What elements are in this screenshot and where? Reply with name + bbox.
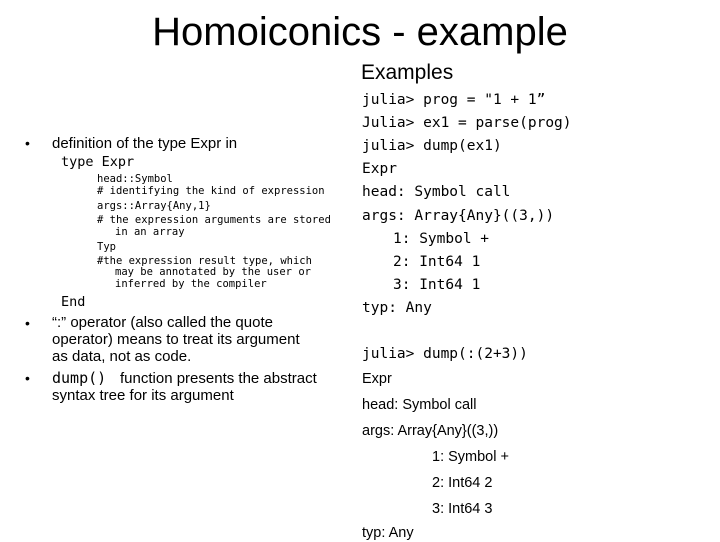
code-line: 2: Int64 1 xyxy=(393,254,481,270)
code-line: 1: Symbol + xyxy=(432,449,509,465)
code-comment: in an array xyxy=(115,226,185,238)
bullet-text-line: operator) means to treat its argument xyxy=(52,331,300,348)
code-line: head::Symbol xyxy=(97,173,173,185)
bullet-text-line: function presents the abstract xyxy=(120,370,317,387)
bullet-text-line: syntax tree for its argument xyxy=(52,387,234,404)
inline-code: dump() xyxy=(52,369,107,387)
code-line: Expr xyxy=(362,161,397,177)
code-line: head: Symbol call xyxy=(362,184,511,200)
code-line: julia> prog = "1 + 1” xyxy=(362,92,546,108)
slide-title: Homoiconics - example xyxy=(152,10,568,54)
bullet-marker: • xyxy=(25,315,30,331)
code-line: julia> dump(ex1) xyxy=(362,138,502,154)
bullet-marker: • xyxy=(25,370,30,386)
code-line: 2: Int64 2 xyxy=(432,475,493,491)
code-line: args: Array{Any}((3,)) xyxy=(362,423,499,439)
code-line: typ: Any xyxy=(362,525,414,541)
code-line: args::Array{Any,1} xyxy=(97,200,211,212)
code-comment: # identifying the kind of expression xyxy=(97,185,325,197)
code-comment: inferred by the compiler xyxy=(115,278,267,290)
bullet-text-line: “:” operator (also called the quote xyxy=(52,314,273,331)
code-comment: # the expression arguments are stored xyxy=(97,214,331,226)
code-line: 1: Symbol + xyxy=(393,231,490,247)
code-line: Expr xyxy=(362,371,392,387)
bullet-marker: • xyxy=(25,135,30,151)
code-comment: may be annotated by the user or xyxy=(115,266,311,278)
bullet-text: definition of the type Expr in xyxy=(52,135,238,152)
code-line: 3: Int64 1 xyxy=(393,277,481,293)
code-line: type Expr xyxy=(61,154,135,170)
bullet-text-line: as data, not as code. xyxy=(52,348,192,365)
examples-heading: Examples xyxy=(361,61,454,84)
code-line: Typ xyxy=(97,241,116,253)
code-line: End xyxy=(61,294,86,310)
code-line: typ: Any xyxy=(362,300,432,316)
code-line: head: Symbol call xyxy=(362,397,477,413)
code-line: 3: Int64 3 xyxy=(432,501,493,517)
code-line: julia> dump(:(2+3)) xyxy=(362,346,528,362)
code-comment: #the expression result type, which xyxy=(97,255,312,267)
code-line: Julia> ex1 = parse(prog) xyxy=(362,115,572,131)
code-line: args: Array{Any}((3,)) xyxy=(362,208,555,224)
